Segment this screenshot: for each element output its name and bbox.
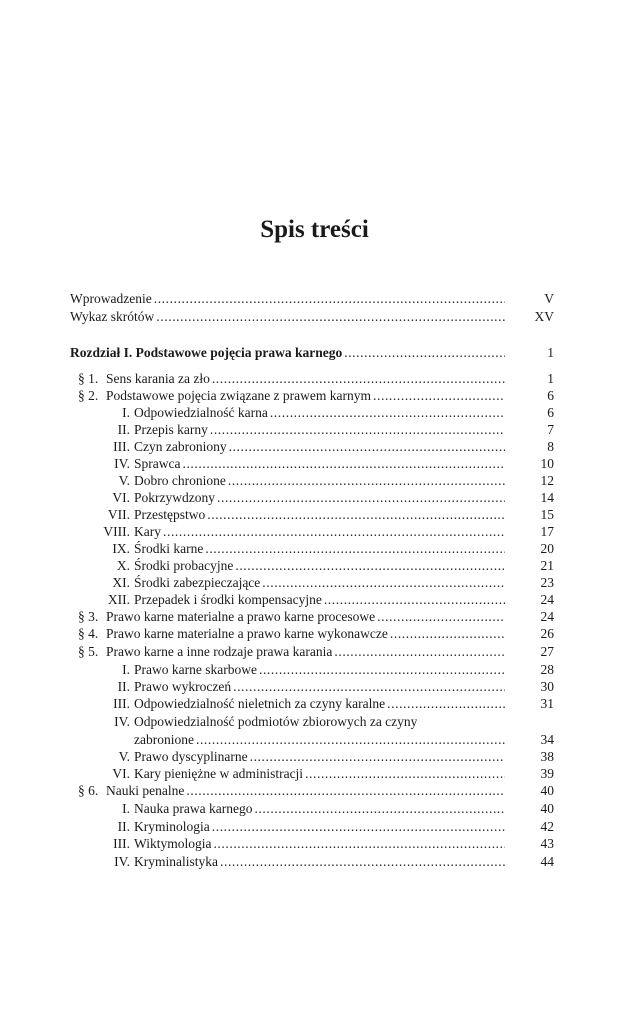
toc-entry — [0, 608, 629, 625]
toc-entry — [0, 489, 629, 506]
dot-leader — [270, 404, 505, 421]
dot-leader — [233, 678, 505, 695]
dot-leader — [229, 438, 505, 455]
toc-entry-title: zabronione — [134, 732, 194, 747]
toc-entry-page: 43 — [540, 836, 554, 851]
toc-entry-title: Kary pieniężne w administracji — [134, 766, 304, 781]
toc-entry — [0, 455, 629, 472]
toc-entry — [0, 818, 629, 835]
toc-entry-page: 28 — [540, 662, 554, 677]
toc-entry-number: I. — [122, 405, 130, 420]
dot-leader — [156, 308, 505, 325]
toc-entry-page: 40 — [540, 783, 554, 798]
toc-entry — [0, 523, 629, 540]
dot-leader — [373, 387, 505, 404]
toc-entry-page: 42 — [540, 819, 554, 834]
toc-entry-page: 34 — [540, 732, 554, 747]
dot-leader — [154, 290, 505, 307]
toc-entry-page: 24 — [540, 592, 554, 607]
dot-leader — [228, 472, 505, 489]
dot-leader — [182, 455, 505, 472]
toc-entry — [0, 438, 629, 455]
toc-entry-title: Środki karne — [134, 541, 204, 556]
toc-entry-number: IV. — [114, 456, 130, 471]
toc-entry-title: Rozdział I. Podstawowe pojęcia prawa karnego — [70, 345, 343, 360]
toc-entry-page: 1 — [547, 371, 554, 386]
toc-entry-page: 17 — [540, 524, 554, 539]
toc-entry-title: Wprowadzenie — [70, 291, 152, 306]
toc-entry — [0, 574, 629, 591]
toc-entry — [0, 404, 629, 421]
toc-entry-page: 6 — [547, 388, 554, 403]
dot-leader — [235, 557, 505, 574]
dot-leader — [387, 695, 505, 712]
toc-entry — [0, 835, 629, 852]
toc-entry-number: XI. — [112, 575, 130, 590]
toc-entry-number: II. — [117, 819, 130, 834]
dot-leader — [324, 591, 505, 608]
toc-entry-page: 24 — [540, 609, 554, 624]
toc-entry-page: 40 — [540, 801, 554, 816]
toc-entry-page: 14 — [540, 490, 554, 505]
toc-entry-number: § 5. — [78, 644, 99, 659]
toc-entry — [0, 782, 629, 799]
toc-entry — [0, 661, 629, 678]
dot-leader — [344, 344, 505, 361]
toc-entry-number: II. — [117, 679, 130, 694]
toc-entry — [0, 387, 629, 404]
toc-entry-title: Wiktymologia — [134, 836, 212, 851]
dot-leader — [210, 421, 505, 438]
toc-entry — [0, 695, 629, 712]
toc-entry — [0, 678, 629, 695]
toc-entry-page: 1 — [547, 345, 554, 360]
toc-entry — [0, 290, 629, 307]
toc-entry-number: IV. — [114, 714, 130, 729]
toc-entry-title: Odpowiedzialność nieletnich za czyny karalne — [134, 696, 386, 711]
toc-entry-title: Czyn zabroniony — [134, 439, 227, 454]
toc-entry-number: § 4. — [78, 626, 99, 641]
toc-entry — [0, 506, 629, 523]
toc-entry-page: 27 — [540, 644, 554, 659]
toc-entry-number: VI. — [112, 766, 130, 781]
toc-entry-number: III. — [113, 439, 130, 454]
toc-entry — [0, 713, 629, 730]
toc-entry-page: 15 — [540, 507, 554, 522]
toc-entry-title: Sens karania za zło — [106, 371, 210, 386]
toc-entry-title: Prawo karne skarbowe — [134, 662, 257, 677]
toc-entry-title: Przepis karny — [134, 422, 208, 437]
toc-entry-number: VII. — [107, 507, 130, 522]
toc-entry-page: 10 — [540, 456, 554, 471]
toc-entry-number: I. — [122, 662, 130, 677]
toc-entry-number: III. — [113, 696, 130, 711]
dot-leader — [212, 818, 505, 835]
toc-entry-title: Prawo dyscyplinarne — [134, 749, 248, 764]
toc-entry — [0, 308, 629, 325]
dot-leader — [196, 731, 505, 748]
toc-entry-title: Podstawowe pojęcia związane z prawem karnym — [106, 388, 372, 403]
toc-entry-title: Dobro chronione — [134, 473, 226, 488]
toc-entry-title: Kryminologia — [134, 819, 210, 834]
toc-entry — [0, 800, 629, 817]
dot-leader — [305, 765, 505, 782]
toc-entry-title: Kryminalistyka — [134, 854, 218, 869]
dot-leader — [250, 748, 505, 765]
toc-entry-title: Prawo karne a inne rodzaje prawa karania — [106, 644, 333, 659]
dot-leader — [205, 540, 505, 557]
toc-entry-number: § 2. — [78, 388, 99, 403]
toc-entry — [0, 421, 629, 438]
toc-entry — [0, 853, 629, 870]
toc-entry-page: 21 — [540, 558, 554, 573]
toc-entry-title: Środki zabezpieczające — [134, 575, 261, 590]
toc-entry-title: Odpowiedzialność karna — [134, 405, 268, 420]
toc-entry-number: V. — [118, 749, 130, 764]
toc-entry-page: 39 — [540, 766, 554, 781]
dot-leader — [254, 800, 505, 817]
toc-entry-page: 6 — [547, 405, 554, 420]
dot-leader — [163, 523, 505, 540]
toc-entry-title: Odpowiedzialność podmiotów zbiorowych za czyny — [134, 714, 418, 729]
dot-leader — [212, 370, 505, 387]
dot-leader — [334, 643, 505, 660]
toc-entry-page: 26 — [540, 626, 554, 641]
toc-entry-number: I. — [122, 801, 130, 816]
toc-entry-title: Pokrzywdzony — [134, 490, 215, 505]
dot-leader — [207, 506, 505, 523]
toc-entry — [0, 344, 629, 361]
toc-entry-number: § 3. — [78, 609, 99, 624]
toc-entry-page: 44 — [540, 854, 554, 869]
toc-entry-title: Kary — [134, 524, 161, 539]
dot-leader — [217, 489, 505, 506]
toc-entry-number: VIII. — [103, 524, 130, 539]
dot-leader — [262, 574, 505, 591]
toc-entry — [0, 540, 629, 557]
toc-entry-title: Wykaz skrótów — [70, 309, 155, 324]
toc-entry — [0, 643, 629, 660]
toc-entry-number: IV. — [114, 854, 130, 869]
dot-leader — [213, 835, 505, 852]
toc-entry-page: 8 — [547, 439, 554, 454]
toc-entry-number: VI. — [112, 490, 130, 505]
toc-entry-page: 38 — [540, 749, 554, 764]
toc-entry-number: IX. — [112, 541, 130, 556]
toc-entry-page: 23 — [540, 575, 554, 590]
toc-entry-title: Przepadek i środki kompensacyjne — [134, 592, 322, 607]
toc-entry-number: V. — [118, 473, 130, 488]
toc-entry-title: Przestępstwo — [134, 507, 206, 522]
dot-leader — [186, 782, 505, 799]
toc-entry — [0, 370, 629, 387]
toc-entry-title: Środki probacyjne — [134, 558, 234, 573]
dot-leader — [377, 608, 505, 625]
toc-entry-title: Nauki penalne — [106, 783, 185, 798]
toc-entry-page: XV — [534, 309, 554, 324]
toc-entry — [0, 625, 629, 642]
toc-entry-number: X. — [116, 558, 130, 573]
toc-entry-page: 12 — [540, 473, 554, 488]
dot-leader — [220, 853, 505, 870]
toc-entry-number: III. — [113, 836, 130, 851]
toc-entry-page: 31 — [540, 696, 554, 711]
toc-entry-title: Sprawca — [134, 456, 181, 471]
toc-entry-number: § 1. — [78, 371, 99, 386]
page-title: Spis treści — [260, 216, 369, 243]
toc-entry — [0, 591, 629, 608]
toc-entry-page: 20 — [540, 541, 554, 556]
toc-entry-title: Nauka prawa karnego — [134, 801, 253, 816]
toc-entry-title: Prawo wykroczeń — [134, 679, 232, 694]
toc-entry-title: Prawo karne materialne a prawo karne procesowe — [106, 609, 376, 624]
toc-entry-title: Prawo karne materialne a prawo karne wykonawcze — [106, 626, 388, 641]
toc-entry — [0, 472, 629, 489]
toc-entry-page: V — [544, 291, 554, 306]
toc-entry-page: 7 — [547, 422, 554, 437]
toc-entry — [0, 765, 629, 782]
toc-entry-number: XII. — [107, 592, 130, 607]
dot-leader — [390, 625, 505, 642]
toc-entry-number: II. — [117, 422, 130, 437]
toc-entry-number: § 6. — [78, 783, 99, 798]
dot-leader — [259, 661, 505, 678]
toc-entry-page: 30 — [540, 679, 554, 694]
toc-entry — [0, 731, 629, 748]
toc-entry — [0, 748, 629, 765]
toc-entry — [0, 557, 629, 574]
